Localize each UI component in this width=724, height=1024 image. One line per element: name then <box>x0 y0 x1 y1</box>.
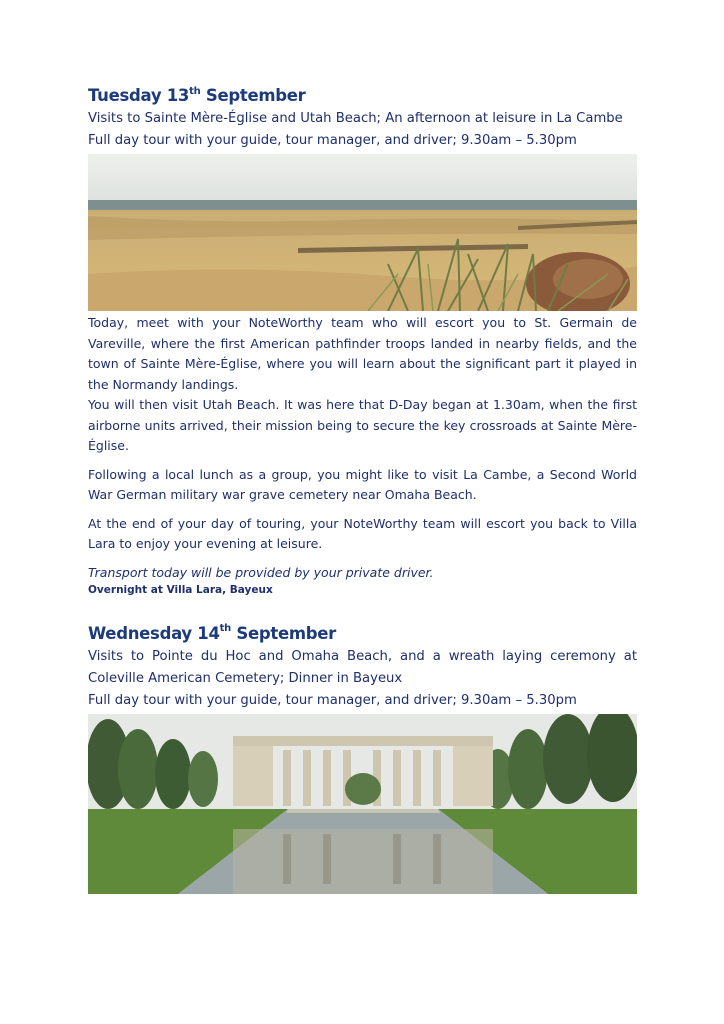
day2-visits: Visits to Pointe du Hoc and Omaha Beach, and a wreath laying ceremony at Coleville American Cemetery; Dinner in Bayeux <box>88 648 637 686</box>
day2-tour-times: Full day tour with your guide, tour manager, and driver; 9.30am – 5.30pm <box>88 692 577 708</box>
day2-heading: Wednesday 14th September <box>88 623 337 643</box>
day1-transport: Transport today will be provided by your private driver. <box>88 564 434 580</box>
day1-paragraph4: At the end of your day of touring, your NoteWorthy team will escort you back to Villa Lara to enjoy your evening at leisure. <box>88 515 637 551</box>
day1-tour-times: Full day tour with your guide, tour manager, and driver; 9.30am – 5.30pm <box>88 133 577 148</box>
itinerary-page <box>88 86 637 894</box>
day1-overnight: Overnight at Villa Lara, Bayeux <box>88 583 273 596</box>
american-cemetery-photo <box>88 714 637 894</box>
day1-paragraph3: Following a local lunch as a group, you might like to visit La Cambe, a Second World War German military war grave cemetery near Omaha Beach. <box>88 466 637 502</box>
day1-paragraph1: Today, meet with your NoteWorthy team who will escort you to St. Germain de Vareville, where the first American pathfinder troops landed in nearby fields, and the town of Sainte Mère-Église, where you will learn about the significant part it played in the Normandy landings. <box>88 315 637 392</box>
day1-heading: Tuesday 13th September <box>88 85 306 105</box>
day1-paragraph2: You will then visit Utah Beach. It was here that D-Day began at 1.30am, when the first airborne units arrived, their mission being to secure the key crossroads at Sainte Mère-Église. <box>88 397 637 453</box>
utah-beach-photo <box>88 154 637 311</box>
day1-visits: Visits to Sainte Mère-Église and Utah Beach; An afternoon at leisure in La Cambe <box>88 111 623 126</box>
